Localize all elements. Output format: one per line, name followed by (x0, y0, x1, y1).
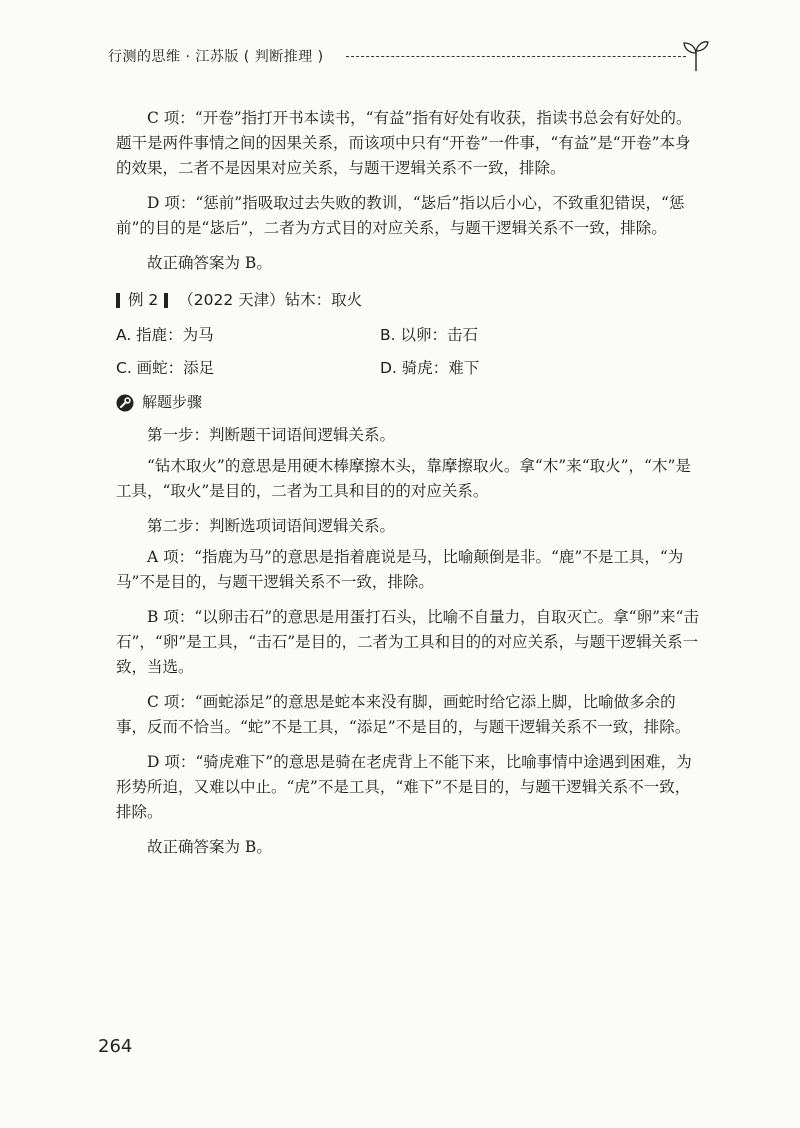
paragraph-option-d-prev: D 项：“惩前”指吸取过去失败的教训，“毖后”指以后小心，不致重犯错误，“惩前”的目的是“毖后”，二者为方式目的对应关系，与题干逻辑关系不一致，排除。 (116, 194, 685, 237)
option-d: D. 骑虎：难下 (380, 359, 480, 377)
example-bar-right (164, 293, 168, 308)
step-one-detail: “钻木取火”的意思是用硬木棒摩擦木头，靠摩擦取火。拿“木”来“取火”，“木”是工具，“取火”是目的，二者为工具和目的的对应关系。 (116, 457, 691, 500)
option-grid (116, 323, 702, 380)
example-bar-left (116, 293, 120, 308)
running-header-title: 行测的思维 · 江苏版 ( 判断推理 ) (108, 49, 324, 65)
running-header (108, 38, 708, 74)
page-number: 264 (98, 1036, 133, 1057)
analysis-option-b: B 项：“以卵击石”的意思是用蛋打石头，比喻不自量力，自取灭亡。拿“卵”来“击石”，“卵”是工具，“击石”是目的，二者为工具和目的的对应关系，与题干逻辑关系一致，当选。 (116, 608, 699, 676)
option-c: C. 画蛇：添足 (116, 359, 215, 377)
answer-prev: 故正确答案为 B。 (147, 254, 272, 272)
wrench-badge-icon (116, 394, 134, 412)
solution-heading-label: 解题步骤 (142, 393, 203, 411)
paragraph-option-c-prev: C 项：“开卷”指打开书本读书，“有益”指有好处有收获，指读书总会有好处的。题干是两件事情之间的因果关系，而该项中只有“开卷”一件事，“有益”是“开卷”本身的效果，二者不是因果对应关系，与题干逻辑关系不一致，排除。 (116, 109, 692, 177)
final-answer: 故正确答案为 B。 (147, 838, 272, 856)
option-b: B. 以卵：击石 (380, 326, 478, 344)
example-source: （2022 天津）钻木：取火 (178, 291, 363, 309)
step-one: 第一步：判断题干词语间逻辑关系。 (147, 426, 396, 444)
analysis-option-a: A 项：“指鹿为马”的意思是指着鹿说是马，比喻颠倒是非。“鹿”不是工具，“为马”不是目的，与题干逻辑关系不一致，排除。 (116, 548, 684, 591)
page-body (116, 106, 702, 870)
example-heading (116, 288, 702, 313)
solution-heading (116, 390, 702, 415)
example-label: 例 2 (128, 291, 159, 309)
analysis-option-c: C 项：“画蛇添足”的意思是蛇本来没有脚，画蛇时给它添上脚，比喻做多余的事，反而不恰当。“蛇”不是工具，“添足”不是目的，与题干逻辑关系不一致，排除。 (116, 693, 691, 736)
header-dashed-rule (346, 56, 686, 57)
option-a: A. 指鹿：为马 (116, 326, 214, 344)
sprout-icon (682, 38, 710, 72)
analysis-option-d: D 项：“骑虎难下”的意思是骑在老虎背上不能下来，比喻事情中途遇到困难，为形势所迫，又难以中止。“虎”不是工具，“难下”不是目的，与题干逻辑关系不一致，排除。 (116, 753, 692, 821)
step-two: 第二步：判断选项词语间逻辑关系。 (147, 517, 396, 535)
